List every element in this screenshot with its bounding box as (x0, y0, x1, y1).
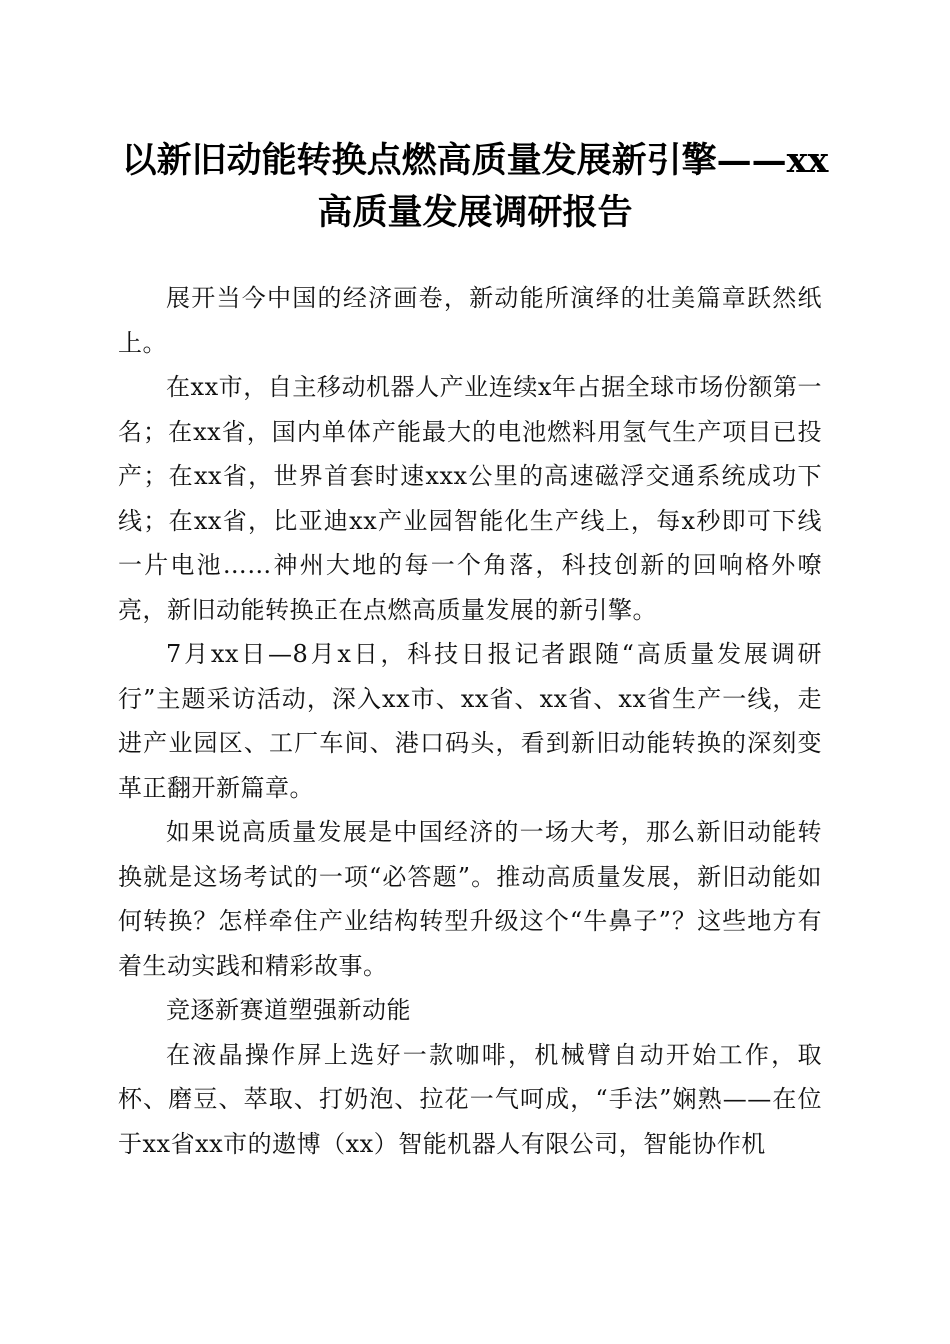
paragraph-1: 展开当今中国的经济画卷，新动能所演绎的壮美篇章跃然纸上。 (118, 284, 822, 357)
document-body (118, 276, 822, 1166)
document-title (110, 135, 840, 239)
paragraph-2: 在xx市，自主移动机器人产业连续x年占据全球市场份额第一名；在xx省，国内单体产能最大的电池燃料用氢气生产项目已投产；在xx省，世界首套时速xxx公里的高速磁浮交通系统成功下线；在xx省，比亚迪xx产业园智能化生产线上，每x秒即可下线一片电池……神州大地的每一个角落，科技创新的回响格外嘹亮，新旧动能转换正在点燃高质量发展的新引擎。 (118, 373, 822, 624)
paragraph-4: 如果说高质量发展是中国经济的一场大考，那么新旧动能转换就是这场考试的一项“必答题”。推动高质量发展，新旧动能如何转换？怎样牵住产业结构转型升级这个“牛鼻子”？这些地方有着生动实践和精彩故事。 (118, 818, 822, 980)
paragraph-3: 7月xx日—8月x日，科技日报记者跟随“高质量发展调研行”主题采访活动，深入xx市、xx省、xx省、xx省生产一线，走进产业园区、工厂车间、港口码头，看到新旧动能转换的深刻变革正翻开新篇章。 (118, 640, 822, 802)
title-line-2: 高质量发展调研报告 (317, 192, 633, 233)
title-line-1: 以新旧动能转换点燃高质量发展新引擎——xx (121, 140, 829, 181)
paragraph-5: 在液晶操作屏上选好一款咖啡，机械臂自动开始工作，取杯、磨豆、萃取、打奶泡、拉花一气呵成，“手法”娴熟——在位于xx省xx市的遨博（xx）智能机器人有限公司，智能协作机 (118, 1040, 822, 1158)
section-heading: 竞逐新赛道塑强新动能 (166, 996, 411, 1024)
